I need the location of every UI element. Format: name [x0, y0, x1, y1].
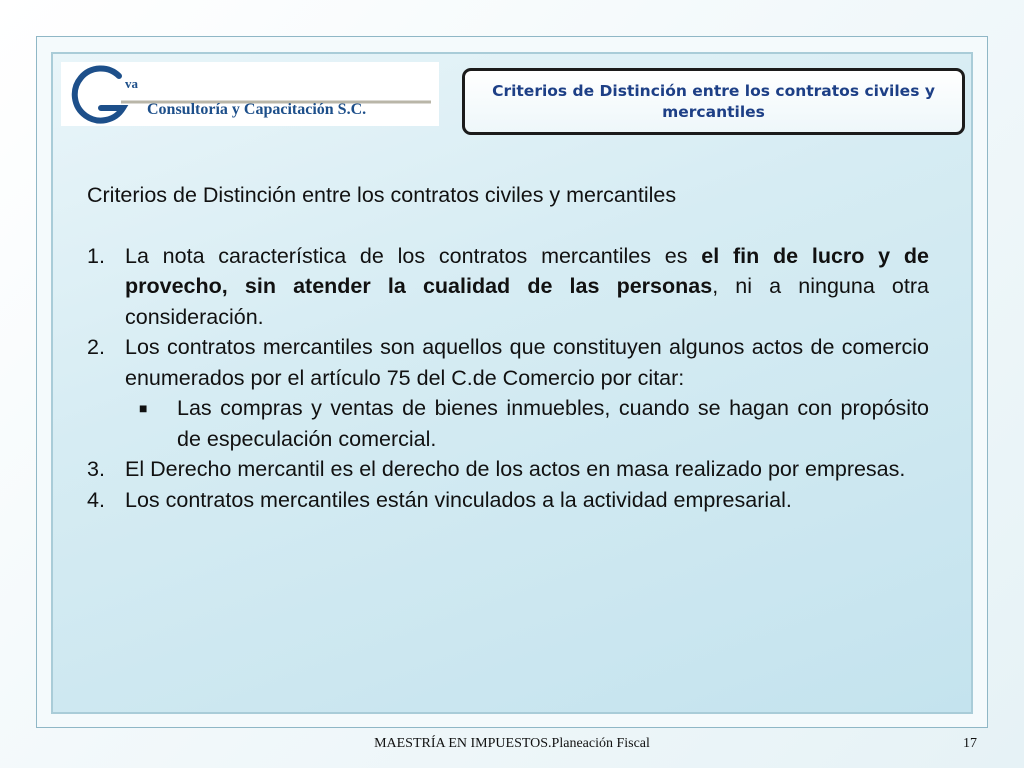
list-item	[87, 454, 929, 485]
content-heading: Criterios de Distinción entre los contratos civiles y mercantiles	[87, 183, 677, 207]
list-text: El Derecho mercantil es el derecho de los actos en masa realizado por empresas.	[125, 457, 906, 481]
logo-company-name: Consultoría y Capacitación S.C.	[147, 101, 367, 118]
criteria-list	[87, 241, 929, 516]
page-number: 17	[963, 736, 977, 751]
footer-title: MAESTRÍA EN IMPUESTOS.Planeación Fiscal	[374, 736, 650, 751]
list-item	[87, 332, 929, 393]
list-text: , ni a ninguna otra consideración.	[125, 274, 929, 329]
slide-title-box	[462, 68, 965, 135]
list-item	[87, 485, 929, 516]
list-number: 2.	[87, 335, 105, 359]
sub-list-item	[87, 393, 929, 454]
slide-footer	[0, 736, 1024, 756]
list-number: 4.	[87, 487, 105, 512]
logo-mark: va	[125, 76, 138, 91]
list-text: La nota característica de los contratos mercantiles es	[125, 243, 702, 268]
list-number: 1.	[87, 243, 105, 268]
square-bullet-icon: ■	[139, 400, 148, 416]
list-text-bold: el fin de lucro y de provecho, sin atender la cualidad de las personas	[125, 243, 930, 298]
slide-content	[87, 180, 929, 515]
list-number: 3.	[87, 457, 105, 481]
list-text: Los contratos mercantiles son aquellos que constituyen algunos actos de comercio enumerados por el artículo 75 del C.de Comercio por citar:	[125, 335, 929, 390]
company-logo	[61, 62, 439, 126]
sub-list-text: Las compras y ventas de bienes inmuebles, cuando se hagan con propósito de especulación comercial.	[177, 396, 929, 451]
slide-title: Criterios de Distinción entre los contratos civiles y mercantiles	[492, 81, 935, 121]
list-item	[87, 241, 929, 333]
list-text: Los contratos mercantiles están vinculados a la actividad empresarial.	[125, 487, 792, 512]
